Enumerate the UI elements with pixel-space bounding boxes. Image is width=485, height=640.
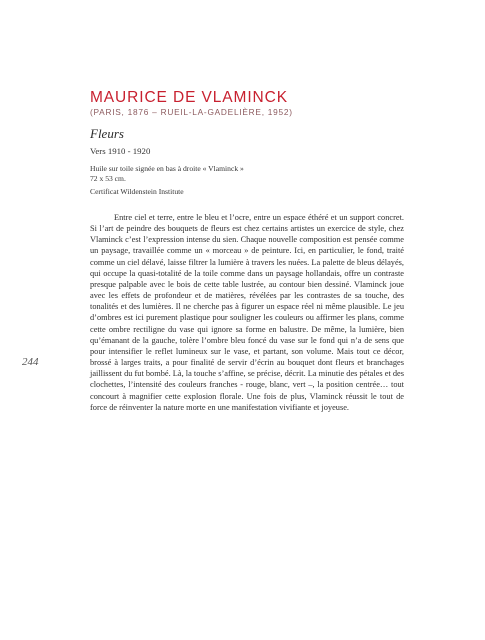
artist-dates: (PARIS, 1876 – RUEIL-LA-GADELIÈRE, 1952) [90, 107, 293, 117]
work-date: Vers 1910 - 1920 [90, 146, 151, 156]
work-dimensions: 72 x 53 cm. [90, 174, 126, 183]
work-title: Fleurs [90, 126, 124, 141]
artist-name: MAURICE DE VLAMINCK [90, 89, 288, 106]
work-details [90, 164, 244, 184]
work-certificate: Certificat Wildenstein Institute [90, 187, 184, 196]
page-number: 244 [22, 356, 39, 368]
body-paragraph: Entre ciel et terre, entre le bleu et l’ocre, entre un espace éthéré et un support concret. Si l’art de peindre des bouquets de fleurs est chez certains artistes un exercice de style, chez Vlaminck c’est l’expression intense du sien. Chaque nouvelle composition est pensée comme un paysage, travaillée comme un « morceau » de peinture. Ici, en particulier, le fond, traité comme un ciel délavé, laisse filtrer la lumière à travers les nuées. La palette de bleus délayés, qui occupe la quasi-totalité de la toile comme dans un paysage hollandais, offre un contraste presque palpable avec le bois de cette table lustrée, au contour bien dessiné. Vlaminck joue avec les effets de profondeur et de matières, révélées par les contrastes de sa touche, des tonalités et des lumières. Il ne cherche pas à figurer un espace réel ni même plausible. Le jeu d’ombres est ici purement plastique pour souligner les couleurs ou affirmer les plans, comme cette ombre rectiligne du vase qui ignore sa forme en balustre. De même, la lumière, bien qu’émanant de la gauche, tolère l’ombre bleu foncé du vase sur le fond qui n’a de sens que pour intensifier le reflet lumineux sur le vase, et partant, son volume. Mais tout ce décor, brossé à larges traits, a pour finalité de servir d’écrin au bouquet dont fleurs et branchages jaillissent du fut bombé. Là, la touche s’affine, se précise, décrit. La minutie des pétales et des clochettes, l’intensité des couleurs franches - rouge, blanc, vert –, la position centrée… tout concourt à magnifier cette explosion florale. Une fois de plus, Vlaminck réussit le tout de force de réinventer la nature morte en une manifestation vivifiante et joyeuse. [90, 213, 404, 412]
work-medium: Huile sur toile signée en bas à droite « Vlaminck » [90, 164, 244, 173]
